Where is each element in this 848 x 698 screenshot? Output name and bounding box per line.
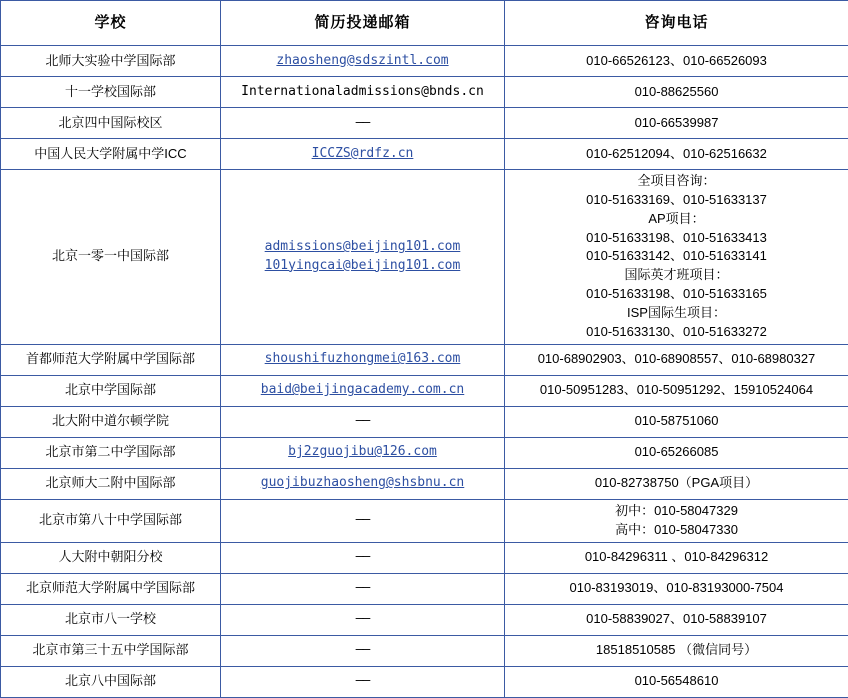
school-name-cell: 十一学校国际部 <box>1 77 221 108</box>
phone-line: 18518510585 （微信同号） <box>508 641 845 660</box>
phone-line: 010-51633142、010-51633141 <box>508 247 845 266</box>
email-cell <box>221 108 505 139</box>
phone-line: 初中：010-58047329 <box>508 502 845 521</box>
table-row <box>1 344 848 375</box>
phone-cell <box>505 604 848 635</box>
phone-line: 010-83193019、010-83193000-7504 <box>508 579 845 598</box>
email-cell[interactable] <box>221 46 505 77</box>
table-row <box>1 406 848 437</box>
phone-line: AP项目： <box>508 210 845 229</box>
school-name-cell: 首都师范大学附属中学国际部 <box>1 344 221 375</box>
phone-cell <box>505 635 848 666</box>
phone-line: 010-58751060 <box>508 412 845 431</box>
phone-line: 国际英才班项目： <box>508 266 845 285</box>
email-empty-dash: —— <box>356 549 370 564</box>
phone-cell <box>505 542 848 573</box>
school-name-cell: 北京师大二附中国际部 <box>1 468 221 499</box>
phone-cell <box>505 437 848 468</box>
school-name-cell: 北京八中国际部 <box>1 666 221 697</box>
school-name-cell: 北京市第三十五中学国际部 <box>1 635 221 666</box>
phone-line: 010-82738750（PGA项目） <box>508 474 845 493</box>
phone-cell <box>505 573 848 604</box>
phone-cell <box>505 108 848 139</box>
table-header-row <box>1 1 848 46</box>
phone-line: 010-51633130、010-51633272 <box>508 323 845 342</box>
table-row <box>1 666 848 697</box>
school-name-cell: 北京市八一学校 <box>1 604 221 635</box>
phone-line: 010-51633198、010-51633165 <box>508 285 845 304</box>
school-name-cell: 北大附中道尔顿学院 <box>1 406 221 437</box>
phone-cell <box>505 139 848 170</box>
table-row <box>1 468 848 499</box>
column-header-email: 简历投递邮箱 <box>221 1 505 46</box>
phone-cell <box>505 46 848 77</box>
email-cell <box>221 635 505 666</box>
school-name-cell: 北京师范大学附属中学国际部 <box>1 573 221 604</box>
school-name-cell: 北京中学国际部 <box>1 375 221 406</box>
table-body <box>1 46 848 698</box>
email-cell[interactable] <box>221 437 505 468</box>
column-header-phone: 咨询电话 <box>505 1 848 46</box>
table-row <box>1 573 848 604</box>
phone-line: 010-62512094、010-62516632 <box>508 145 845 164</box>
table-row <box>1 108 848 139</box>
phone-line: 高中：010-58047330 <box>508 521 845 540</box>
table-row <box>1 77 848 108</box>
email-empty-dash: —— <box>356 512 370 527</box>
email-cell[interactable] <box>221 170 505 345</box>
email-link[interactable]: ICCZS@rdfz.cn <box>224 145 501 164</box>
phone-line: 010-50951283、010-50951292、15910524064 <box>508 381 845 400</box>
table-row <box>1 46 848 77</box>
table-row <box>1 375 848 406</box>
phone-line: 010-51633198、010-51633413 <box>508 229 845 248</box>
phone-line: 010-68902903、010-68908557、010-68980327 <box>508 350 845 369</box>
table-row <box>1 604 848 635</box>
phone-cell <box>505 170 848 345</box>
table-header <box>1 1 848 46</box>
phone-line: 全项目咨询： <box>508 172 845 191</box>
email-empty-dash: —— <box>356 611 370 626</box>
phone-line: 010-51633169、010-51633137 <box>508 191 845 210</box>
email-text: Internationaladmissions@bnds.cn <box>241 84 484 99</box>
table-row <box>1 542 848 573</box>
email-cell <box>221 77 505 108</box>
email-cell <box>221 666 505 697</box>
email-link[interactable]: shoushifuzhongmei@163.com <box>224 350 501 369</box>
email-cell <box>221 499 505 542</box>
phone-cell <box>505 468 848 499</box>
phone-line: 010-66526123、010-66526093 <box>508 52 845 71</box>
email-cell[interactable] <box>221 375 505 406</box>
phone-line: 010-88625560 <box>508 83 845 102</box>
phone-cell <box>505 77 848 108</box>
email-empty-dash: —— <box>356 413 370 428</box>
table-row <box>1 139 848 170</box>
table-row <box>1 170 848 345</box>
school-name-cell: 北京一零一中国际部 <box>1 170 221 345</box>
email-empty-dash: —— <box>356 642 370 657</box>
email-empty-dash: —— <box>356 580 370 595</box>
email-link[interactable]: zhaosheng@sdszintl.com <box>224 52 501 71</box>
email-cell[interactable] <box>221 468 505 499</box>
phone-line: 010-65266085 <box>508 443 845 462</box>
phone-cell <box>505 666 848 697</box>
column-header-school: 学校 <box>1 1 221 46</box>
phone-cell <box>505 375 848 406</box>
school-name-cell: 中国人民大学附属中学ICC <box>1 139 221 170</box>
table-row <box>1 635 848 666</box>
email-link[interactable]: guojibuzhaosheng@shsbnu.cn <box>224 474 501 493</box>
email-empty-dash: —— <box>356 115 370 130</box>
email-cell <box>221 604 505 635</box>
school-name-cell: 北京四中国际校区 <box>1 108 221 139</box>
email-cell[interactable] <box>221 139 505 170</box>
school-name-cell: 北京市第二中学国际部 <box>1 437 221 468</box>
phone-line: 010-56548610 <box>508 672 845 691</box>
email-link[interactable]: 101yingcai@beijing101.com <box>224 257 501 276</box>
phone-line: ISP国际生项目： <box>508 304 845 323</box>
school-name-cell: 人大附中朝阳分校 <box>1 542 221 573</box>
email-cell <box>221 573 505 604</box>
email-cell <box>221 542 505 573</box>
table-row <box>1 499 848 542</box>
school-name-cell: 北京市第八十中学国际部 <box>1 499 221 542</box>
phone-line: 010-84296311 、010-84296312 <box>508 548 845 567</box>
table-row <box>1 437 848 468</box>
email-empty-dash: —— <box>356 673 370 688</box>
phone-cell <box>505 344 848 375</box>
phone-cell <box>505 406 848 437</box>
phone-line: 010-58839027、010-58839107 <box>508 610 845 629</box>
email-cell <box>221 406 505 437</box>
phone-cell <box>505 499 848 542</box>
email-link[interactable]: admissions@beijing101.com <box>224 238 501 257</box>
email-cell[interactable] <box>221 344 505 375</box>
school-name-cell: 北师大实验中学国际部 <box>1 46 221 77</box>
email-link[interactable]: bj2zguojibu@126.com <box>224 443 501 462</box>
email-link[interactable]: baid@beijingacademy.com.cn <box>224 381 501 400</box>
phone-line: 010-66539987 <box>508 114 845 133</box>
